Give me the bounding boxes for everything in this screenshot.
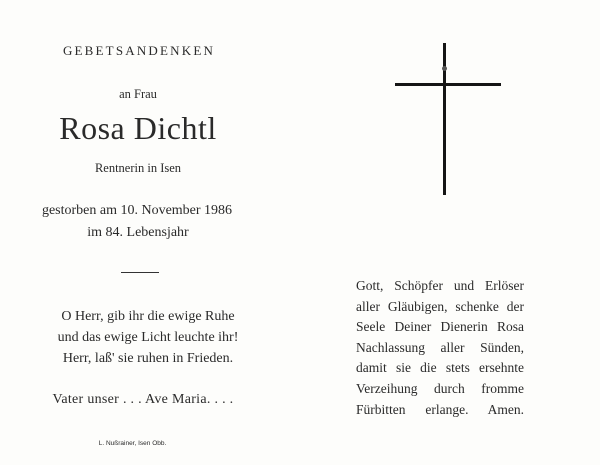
prayer-line: O Herr, gib ihr die ewige Ruhe xyxy=(61,309,235,324)
right-prayer-line: aller Gläubigen, schenke der xyxy=(356,298,524,314)
cross-icon xyxy=(395,43,501,195)
prayer-verse xyxy=(28,306,268,369)
cross-knot xyxy=(442,66,447,71)
age-at-death: im 84. Lebensjahr xyxy=(87,225,189,240)
occupation: Rentnerin in Isen xyxy=(94,161,182,175)
prayer-line: Herr, laß' sie ruhen in Frieden. xyxy=(62,351,234,366)
right-prayer-line: Gott, Schöpfer und Erlöser xyxy=(356,278,524,293)
prayer-line: und das ewige Licht leuchte ihr! xyxy=(57,330,239,345)
right-prayer-line: damit sie die stets ersehnte xyxy=(356,360,524,376)
divider xyxy=(121,272,159,273)
closing-prayer: Vater unser . . . Ave Maria. . . . xyxy=(52,392,234,407)
right-prayer xyxy=(356,276,524,420)
right-prayer-line: Seele Deiner Dienerin Rosa xyxy=(356,319,524,335)
salutation: an Frau xyxy=(119,87,157,101)
card-heading: GEBETSANDENKEN xyxy=(62,43,216,58)
right-prayer-line: Nachlassung aller Sünden, xyxy=(356,339,524,355)
deceased-name: Rosa Dichtl xyxy=(59,110,217,146)
right-prayer-line: Verzeihung durch fromme xyxy=(356,380,524,396)
death-date: gestorben am 10. November 1986 xyxy=(41,203,233,218)
cross-horizontal-beam xyxy=(395,83,501,86)
printer-credit: L. Nußrainer, Isen Obb. xyxy=(98,440,167,447)
right-prayer-line: Fürbitten erlange. Amen. xyxy=(356,401,524,417)
